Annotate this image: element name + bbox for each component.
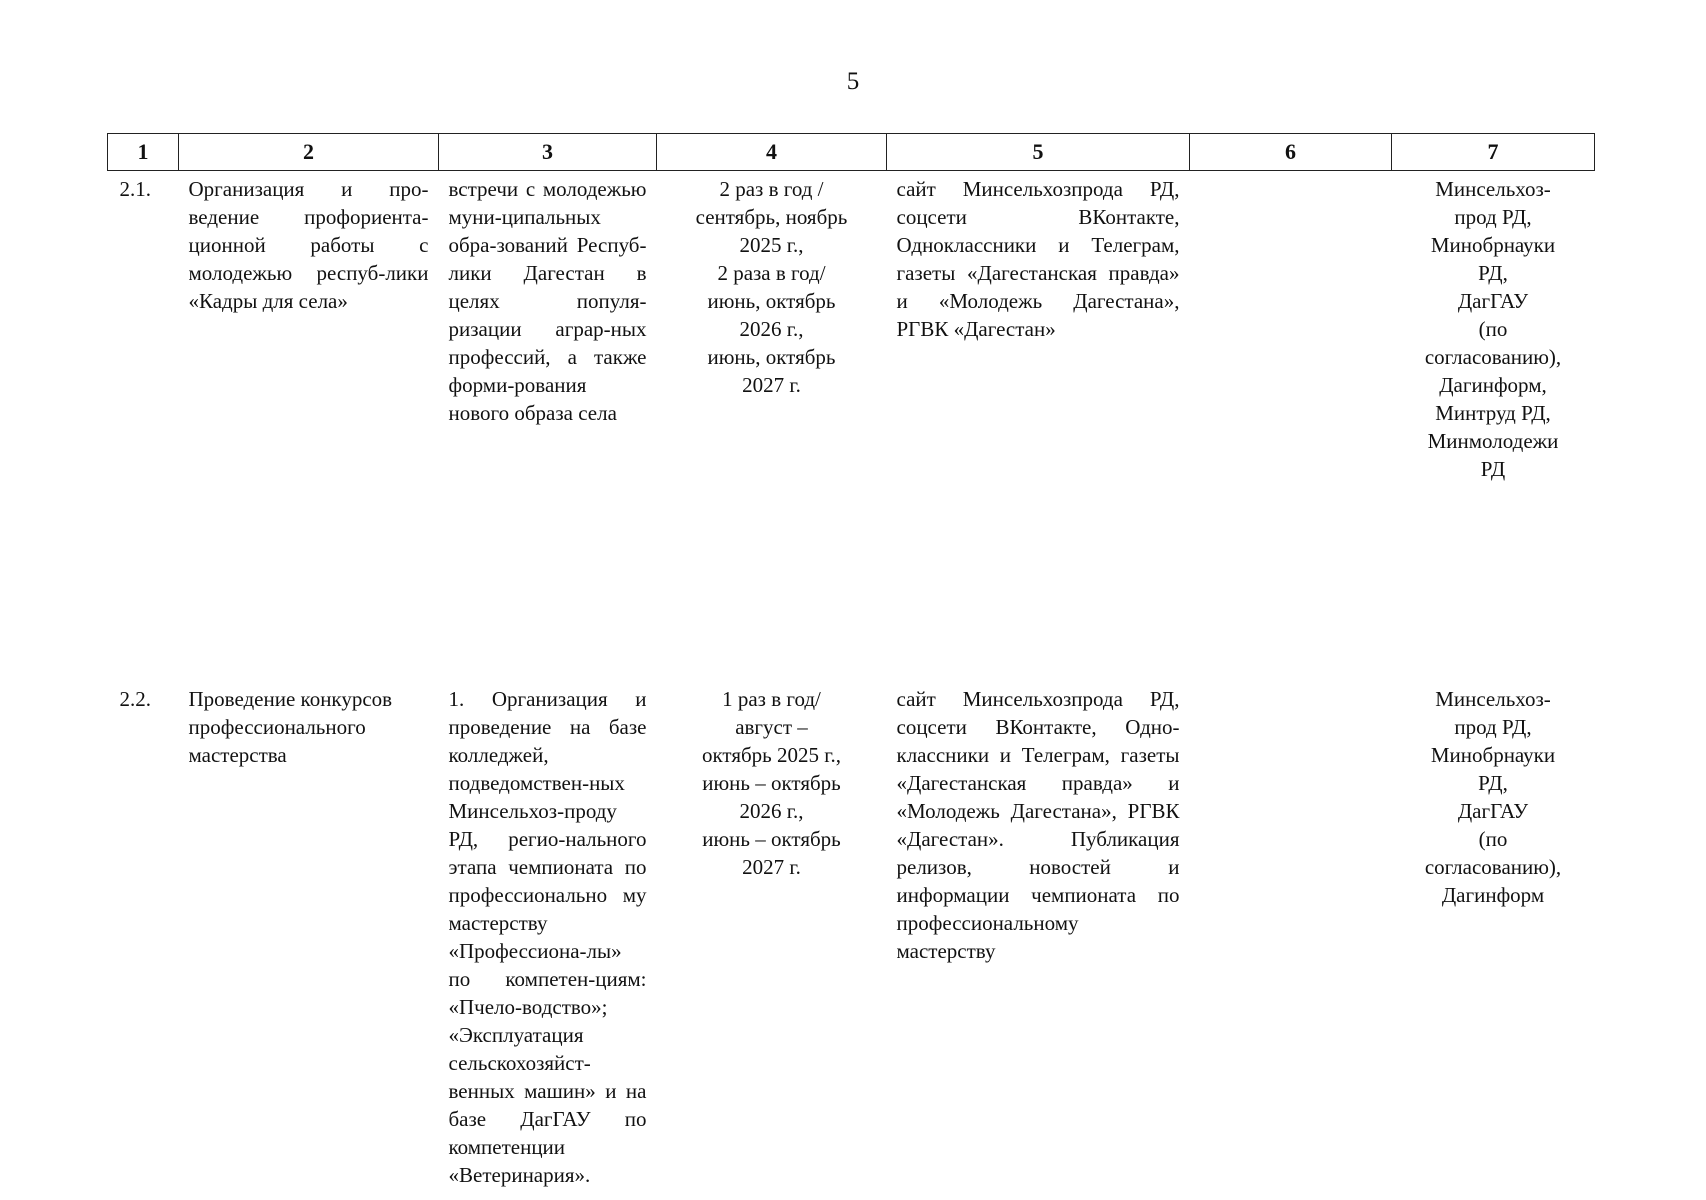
terms-line: 2027 г. [742, 855, 801, 879]
responsible-line: Минсельхоз- [1435, 177, 1551, 201]
row-number: 2.2. [119, 687, 151, 711]
responsible-line: РД, [1478, 261, 1508, 285]
responsible-line: ДагГАУ [1457, 289, 1529, 313]
terms-line: 1 раз в год/ [722, 687, 821, 711]
header-col-5: 5 [887, 134, 1190, 171]
responsible-line: Минсельхоз- [1435, 687, 1551, 711]
terms-line: 2 раз в год / [719, 177, 824, 201]
responsible-cell [1392, 171, 1595, 676]
table-row [108, 171, 1595, 676]
header-col-7: 7 [1392, 134, 1595, 171]
responsible-line: Минобрнауки [1430, 743, 1556, 767]
header-col-2: 2 [179, 134, 439, 171]
responsible-line: РД [1480, 457, 1506, 481]
responsible-line: РД, [1478, 771, 1508, 795]
activity-table [107, 133, 1595, 1189]
header-col-6: 6 [1190, 134, 1392, 171]
terms-line: июнь – октябрь [702, 827, 841, 851]
header-col-1: 1 [108, 134, 179, 171]
header-col-3: 3 [439, 134, 657, 171]
responsible-line: (по [1478, 317, 1508, 341]
responsible-line: ДагГАУ [1457, 799, 1529, 823]
responsible-line: согласованию), [1424, 345, 1562, 369]
table-row [108, 675, 1595, 1189]
responsible-cell [1392, 675, 1595, 1189]
info-cell: сайт Минсельхозпрода РД, соцсети ВКонтакте, Одноклассники и Телеграм, газеты «Дагестанская правда» и «Молодежь Дагестана», РГВК «Дагестан» [896, 177, 1180, 341]
responsible-line: (по [1478, 827, 1508, 851]
terms-line: 2026 г., [739, 799, 804, 823]
terms-line: 2026 г., [739, 317, 804, 341]
terms-line: сентябрь, ноябрь [695, 205, 848, 229]
responsible-line: Дагинформ [1441, 883, 1545, 907]
responsible-line: Минтруд РД, [1435, 401, 1551, 425]
row-number: 2.1. [119, 177, 151, 201]
responsible-line: Минмолодежи [1427, 429, 1559, 453]
terms-cell [657, 675, 887, 1189]
terms-line: июнь, октябрь [707, 345, 836, 369]
terms-line: 2 раза в год/ [717, 261, 826, 285]
terms-line: 2027 г. [742, 373, 801, 397]
header-row [108, 134, 1595, 171]
measures-cell: встречи с молодежью муни-ципальных обра-зований Респуб-лики Дагестан в целях популя-ризации аграр-ных профессий, а также форми-рования нового образа села [448, 177, 647, 425]
responsible-line: прод РД, [1454, 715, 1532, 739]
activity-cell: Проведение конкурсов профессионального мастерства [188, 687, 393, 767]
responsible-line: Минобрнауки [1430, 233, 1556, 257]
terms-line: октябрь 2025 г., [702, 743, 841, 767]
responsible-line: согласованию), [1424, 855, 1562, 879]
responsible-line: Дагинформ, [1439, 373, 1547, 397]
activity-cell: Организация и про-ведение профориента-ционной работы с молодежью респуб-лики «Кадры для села» [188, 177, 429, 313]
terms-cell [657, 171, 887, 676]
page-number: 5 [846, 68, 860, 95]
terms-line: август – [735, 715, 808, 739]
terms-line: июнь – октябрь [702, 771, 841, 795]
terms-line: июнь, октябрь [707, 289, 836, 313]
col6-cell [1190, 171, 1392, 676]
terms-line: 2025 г., [739, 233, 804, 257]
header-col-4: 4 [657, 134, 887, 171]
col6-cell [1190, 675, 1392, 1189]
responsible-line: прод РД, [1454, 205, 1532, 229]
info-cell: сайт Минсельхозпрода РД, соцсети ВКонтакте, Одно-классники и Телеграм, газеты «Дагестанская правда» и «Молодежь Дагестана», РГВК «Дагестан». Публикация релизов, новостей и информации чемпионата по профессиональному мастерству [896, 687, 1180, 963]
measures-cell: 1. Организация и проведение на базе колледжей, подведомствен-ных Минсельхоз-проду РД, регио-нального этапа чемпионата по профессионально му мастерству «Профессиона-лы» по компетен-циям: «Пчело-водство»; «Эксплуатация сельскохозяйст-венных машин» и на базе ДагГАУ по компетенции «Ветеринария». [448, 687, 647, 1187]
